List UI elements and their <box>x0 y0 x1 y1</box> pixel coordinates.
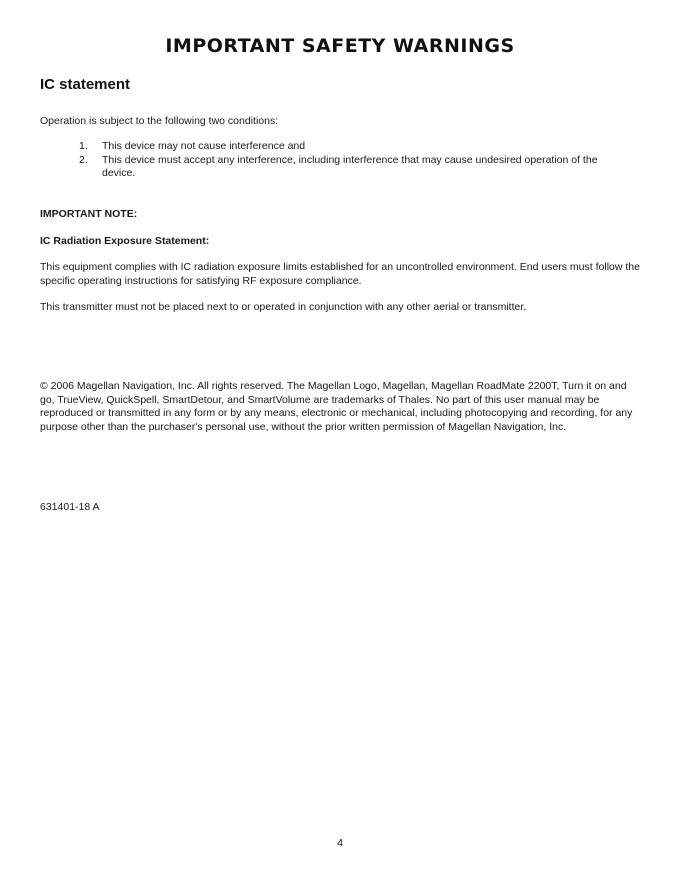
list-item-number: 2. <box>79 153 88 166</box>
list-item-text: This device may not cause interference and <box>102 140 306 152</box>
list-item-number: 1. <box>79 140 88 152</box>
transmitter-placement-paragraph: This transmitter must not be placed next to or operated in conjunction with any other aerial or transmitter. <box>40 301 527 313</box>
list-item <box>79 154 624 181</box>
conditions-intro: Operation is subject to the following two conditions: <box>40 115 279 127</box>
radiation-compliance-paragraph: This equipment complies with IC radiation exposure limits established for an uncontrolled environment. End users must follow the specific operating instructions for satisfying RF exposure compliance. <box>40 261 640 287</box>
list-item <box>79 140 624 154</box>
radiation-exposure-heading: IC Radiation Exposure Statement: <box>40 235 210 247</box>
document-code: 631401-18 A <box>40 501 100 513</box>
copyright-notice: © 2006 Magellan Navigation, Inc. All rights reserved. The Magellan Logo, Magellan, Magellan RoadMate 2200T, Turn it on and go, TrueView, QuickSpell, SmartDetour, and SmartVolume are trademarks of Thales. No part of this user manual may be reproduced or transmitted in any form or by any means, electronic or mechanical, including photocopying and recording, for any purpose other than the purchaser's personal use, without the prior written permission of Magellan Navigation, Inc. <box>40 380 633 433</box>
important-note-label: IMPORTANT NOTE: <box>40 208 138 220</box>
page-title: IMPORTANT SAFETY WARNINGS <box>165 35 515 57</box>
page-number: 4 <box>337 837 343 849</box>
section-heading-ic-statement: IC statement <box>40 76 131 93</box>
list-item-text: This device must accept any interference, including interference that may cause undesired operation of the device. <box>102 153 598 179</box>
conditions-list <box>79 140 624 181</box>
